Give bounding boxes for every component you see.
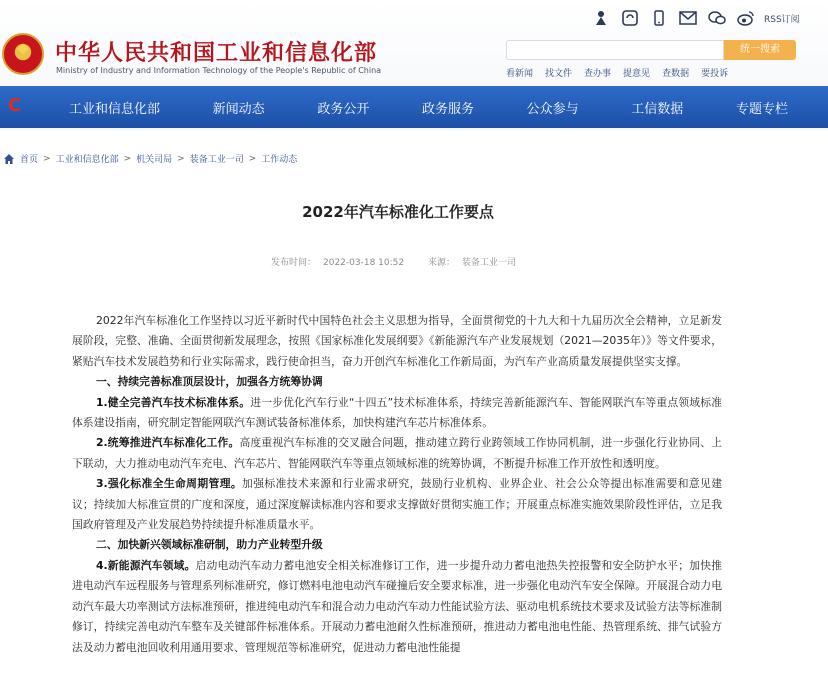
breadcrumb-miit[interactable]: 工业和信息化部 — [55, 155, 119, 165]
paragraph — [72, 474, 722, 535]
unified-search-button[interactable]: 统一搜索 — [724, 40, 796, 60]
article-intro: 2022年汽车标准化工作坚持以习近平新时代中国特色社会主义思想为指导，全面贯彻党的十九大和十九届历次全会精神，立足新发展阶段，完整、准确、全面贯彻新发展理念，按照《国家标准化发展纲要》《新能源汽车产业发展规划（2021—2035年）》等文件要求，紧贴汽车技术发展趋势和行业实际需求，践行使命担当，奋力开创汽车标准化工作新局面，为汽车产业高质量发展提供坚实支撑。 — [72, 314, 722, 368]
wechat-icon[interactable] — [708, 9, 726, 27]
quick-link-data[interactable]: 查数据 — [662, 69, 690, 79]
nav-item-topics[interactable]: 专题专栏 — [735, 101, 788, 117]
quick-link-complaint[interactable]: 要投诉 — [701, 69, 729, 79]
top-icon-bar — [592, 8, 800, 28]
weibo-share-icon[interactable] — [737, 9, 755, 27]
breadcrumb-separator: > — [123, 153, 132, 164]
quick-link-news[interactable]: 看新闻 — [506, 69, 534, 79]
paragraph — [72, 393, 722, 434]
main-nav — [0, 86, 828, 128]
paragraph-heading: 1.健全完善汽车技术标准体系。 — [96, 395, 251, 409]
section-heading: 一、持续完善标准顶层设计，加强各方统筹协调 — [96, 375, 323, 389]
site-subtitle: Ministry of Industry and Information Technology of the People's Republic of China — [56, 66, 382, 75]
nav-logo-icon[interactable]: C — [8, 95, 22, 116]
home-icon[interactable] — [3, 153, 15, 165]
site-header — [0, 0, 828, 130]
paragraph — [72, 556, 722, 658]
rss-link[interactable]: RSS订阅 — [764, 14, 800, 25]
article-body — [72, 311, 722, 658]
paragraph-heading: 3.强化标准全生命周期管理。 — [96, 477, 243, 491]
source-label: 来源： — [427, 258, 455, 268]
publish-label: 发布时间： — [270, 258, 316, 268]
accessibility-icon[interactable] — [592, 9, 610, 27]
quick-links — [506, 66, 728, 79]
search-input[interactable] — [506, 40, 724, 60]
national-emblem-logo — [2, 33, 44, 75]
nav-item-miit[interactable]: 工业和信息化部 — [69, 101, 161, 117]
breadcrumb-separator: > — [43, 153, 51, 164]
nav-item-gov-affairs[interactable]: 政务公开 — [317, 101, 370, 117]
breadcrumb-work-news[interactable]: 工作动态 — [261, 155, 298, 165]
paragraph-text: 加强标准技术来源和行业需求研究，鼓励行业机构、业界企业、社会公众等提出标准需要和意见建议；持续加大标准宣贯的广度和深度，通过深度解读标准内容和要求支撑做好贯彻实施工作；开展重点标准实施效果阶段性评估，立足我国政府管理及产业发展趋势持续提升标准质量水平。 — [72, 477, 722, 532]
source-value: 装备工业一司 — [462, 258, 517, 268]
mobile-icon[interactable] — [650, 9, 668, 27]
quick-link-files[interactable]: 找文件 — [545, 69, 573, 79]
mail-icon[interactable] — [679, 9, 697, 27]
weibo-icon[interactable] — [621, 9, 639, 27]
nav-item-gov-services[interactable]: 政务服务 — [421, 101, 474, 117]
publish-time: 2022-03-18 10:52 — [323, 258, 405, 268]
quick-link-feedback[interactable]: 提意见 — [623, 69, 651, 79]
breadcrumb-separator: > — [177, 153, 185, 164]
paragraph-text: 进一步优化汽车行业“十四五”技术标准体系，持续完善新能源汽车、智能网联汽车等重点领域标准体系建设指南，研究制定智能网联汽车测试装备标准体系，加快构建汽车芯片标准体系。 — [72, 395, 722, 430]
paragraph-text: 高度重视汽车标准的交叉融合问题，推动建立跨行业跨领域工作协同机制，进一步强化行业协同、上下联动，大力推动电动汽车充电、汽车芯片、智能网联汽车等重点领域标准的统筹协调，不断提升标准工作开放性和透明度。 — [72, 436, 722, 470]
nav-item-public[interactable]: 公众参与 — [526, 101, 579, 117]
nav-item-data[interactable]: 工信数据 — [631, 101, 684, 117]
paragraph-heading: 2.统筹推进汽车标准化工作。 — [96, 436, 240, 450]
breadcrumb-home[interactable]: 首页 — [20, 155, 39, 165]
article-title: 2022年汽车标准化工作要点 — [302, 203, 494, 221]
section-heading: 二、加快新兴领域标准研制，助力产业转型升级 — [96, 538, 323, 552]
quick-link-services[interactable]: 查办事 — [584, 69, 612, 79]
paragraph — [72, 433, 722, 474]
article-meta — [0, 255, 780, 268]
paragraph-text: 启动电动汽车动力蓄电池安全相关标准修订工作，进一步提升动力蓄电池热失控报警和安全防护水平；加快推进电动汽车远程服务与管理系列标准研究，修订燃料电池电动汽车碰撞后安全要求标准，进一步强化电动汽车安全保障。开展混合动力电动汽车最大功率测试方法标准预研，推进纯电动汽车和混合动力电动汽车动力性能试验方法、驱动电机系统技术要求及试验方法等标准制修订，持续完善电动汽车整车及关键部件标准体系。开展动力蓄电池耐久性标准预研，推进动力蓄电池电性能、热管理系统、排气试验方法及动力蓄电池回收利用通用要求、管理规范等标准研究，促进动力蓄电池性能提 — [72, 558, 722, 654]
nav-item-news[interactable]: 新闻动态 — [212, 101, 265, 117]
breadcrumb-equipment-dept[interactable]: 装备工业一司 — [189, 155, 244, 165]
breadcrumb-departments[interactable]: 机关司局 — [136, 155, 173, 165]
breadcrumb — [3, 152, 297, 165]
breadcrumb-separator: > — [248, 153, 257, 164]
paragraph-heading: 4.新能源汽车领域。 — [96, 558, 196, 572]
site-title[interactable]: 中华人民共和国工业和信息化部 — [55, 41, 378, 66]
